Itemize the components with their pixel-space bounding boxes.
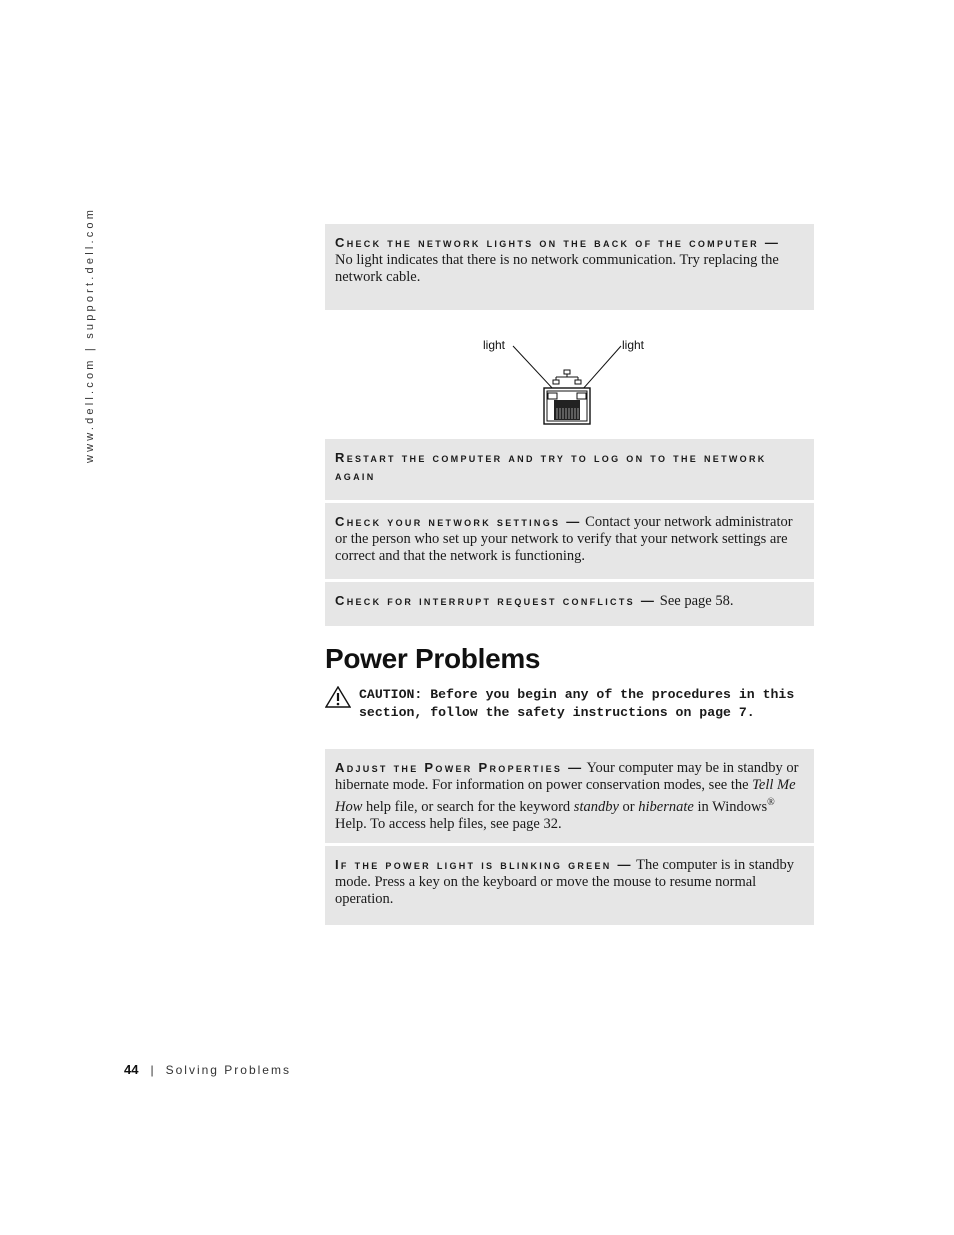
tip-body: Your computer may be in standby or hibernate mode. For information on power conservation modes, see the [335, 760, 799, 793]
tip-body: help file, or search for the keyword [366, 798, 571, 815]
tip-heading: Check for interrupt request conflicts — [335, 593, 657, 608]
tip-heading: Adjust the Power Properties — [335, 760, 584, 775]
tip-body: No light indicates that there is no network communication. Try replacing the network cable. [335, 252, 779, 285]
tip-heading: Check your network settings — [335, 514, 582, 529]
tip-heading: Check the network lights on the back of the computer — [335, 235, 781, 250]
tip-heading: Restart the computer and try to log on to the network again [335, 450, 767, 483]
tip-body: in Windows [697, 798, 768, 815]
tip-box-blinking-green [325, 846, 814, 925]
chapter-title: Solving Problems [165, 1063, 291, 1077]
tip-box-network-settings [325, 503, 814, 579]
caution-notice [325, 686, 814, 722]
help-file-name: Tell Me How [335, 777, 796, 815]
figure-label-left: light [483, 338, 506, 352]
tip-body: Contact your network administrator or the person who set up your network to verify that your network settings are correct and that the network is functioning. [335, 514, 793, 564]
caution-triangle-icon [325, 686, 351, 708]
tip-heading: If the power light is blinking green — [335, 857, 633, 872]
page-number: 44 [124, 1062, 139, 1077]
keyword-hibernate: hibernate [638, 798, 694, 815]
tip-body: The computer is in standby mode. Press a key on the keyboard or move the mouse to resume normal operation. [335, 857, 795, 907]
section-title: Power Problems [325, 643, 541, 674]
tip-body: See page 58. [659, 593, 734, 609]
side-url: www.dell.com | support.dell.com [84, 206, 96, 463]
caution-text: CAUTION: Before you begin any of the procedures in this section, follow the safety instructions on page 7. [359, 687, 795, 720]
page-footer [124, 1062, 291, 1077]
network-connector-figure [480, 334, 660, 428]
registered-mark: ® [767, 797, 775, 808]
tip-box-power-properties [325, 749, 814, 843]
keyword-standby: standby [573, 798, 619, 815]
footer-separator: | [150, 1063, 154, 1077]
tip-body: Help. To access help files, see page 32. [335, 815, 562, 832]
tip-box-network-lights [325, 224, 814, 310]
tip-box-restart [325, 439, 814, 500]
figure-label-right: light [622, 338, 645, 352]
tip-box-irq [325, 582, 814, 626]
tip-body: or [622, 798, 635, 815]
